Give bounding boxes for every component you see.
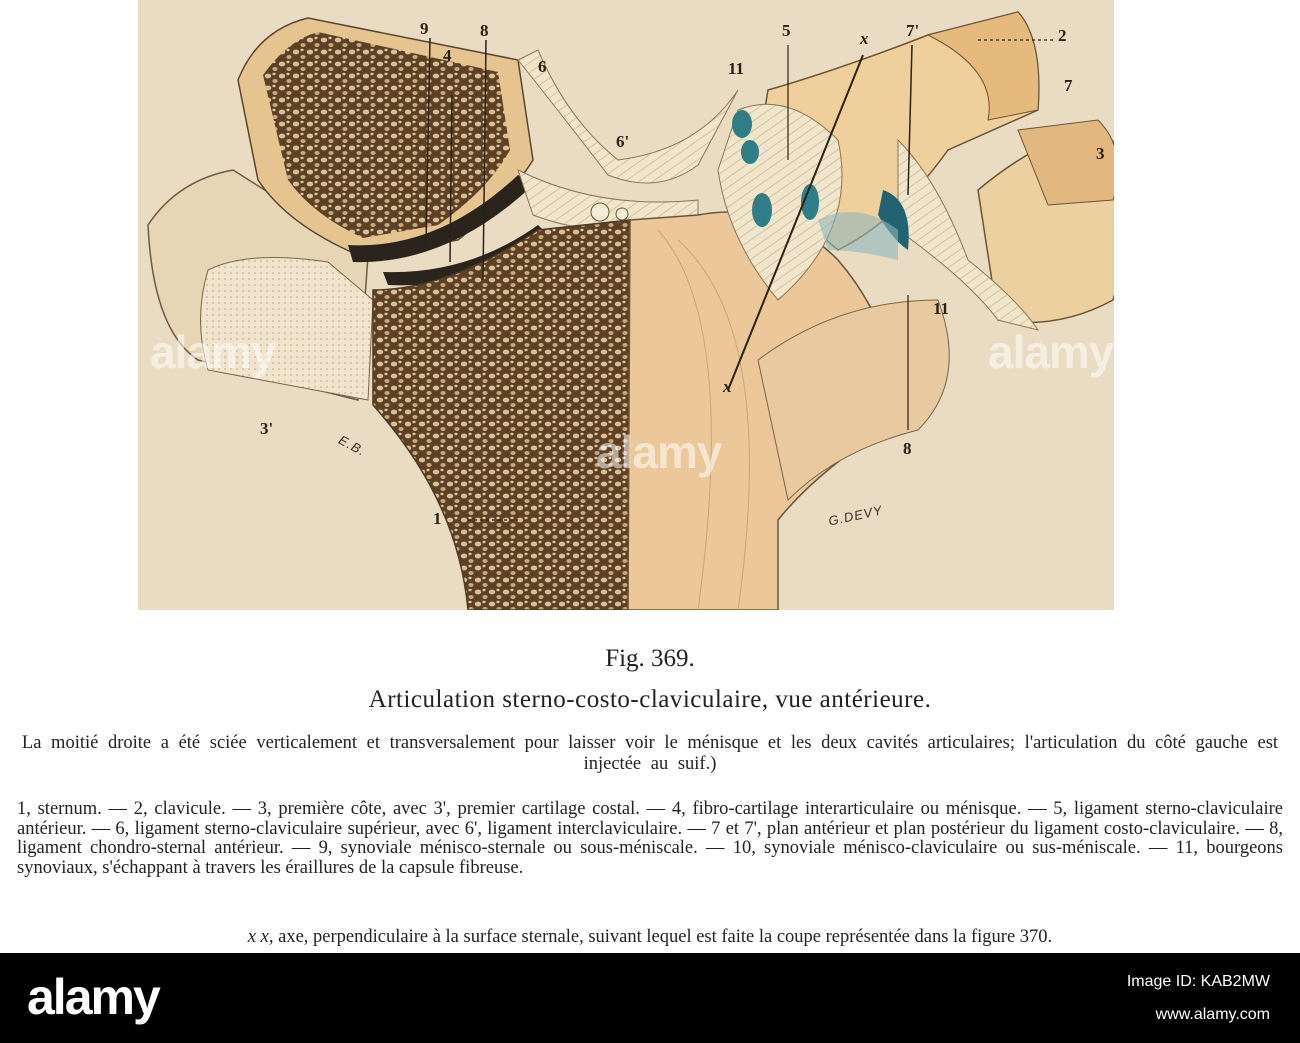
- axis-note: [0, 927, 1300, 948]
- figure-number: Fig. 369.: [605, 645, 695, 672]
- label-6: 6: [538, 57, 547, 76]
- label-9: 9: [420, 19, 429, 38]
- watermark: alamy: [150, 326, 276, 378]
- label-8: 8: [903, 439, 912, 458]
- watermark: alamy: [988, 326, 1114, 378]
- synovial-bud: [741, 140, 759, 164]
- synovial-bud: [752, 193, 772, 227]
- label-x-bottom: x: [723, 377, 732, 396]
- label-4: 4: [443, 46, 452, 65]
- stock-url: www.alamy.com: [1155, 1006, 1270, 1023]
- label-6-prime: 6': [616, 132, 630, 151]
- figure-note: La moitié droite a été sciée verticalement et transversalement pour laisser voir le ménisque et les deux cavités articulaires; l'articulation du côté gauche est injectée au suif.): [21, 733, 1279, 774]
- figure-legend: 1, sternum. — 2, clavicule. — 3, première côte, avec 3', premier cartilage costal. — 4, fibro-cartilage interarticulaire ou ménisque. — 5, ligament sterno-claviculaire antérieur. — 6, ligament sterno-claviculaire supérieur, avec 6', ligament interclaviculaire. — 7 et 7', plan antérieur et plan postérieur du ligament costo-claviculaire. — 8, ligament chondro-sternal antérieur. — 9, synoviale ménisco-sternale ou sous-méniscale. — 10, synoviale ménisco-claviculaire ou sus-méniscale. — 11, bourgeons synoviaux, s'échappant à travers les éraillures de la capsule fibreuse.: [17, 799, 1283, 878]
- label-7: 7: [1064, 76, 1073, 95]
- label-11-top: 11: [728, 59, 745, 78]
- stock-logo: alamy: [27, 969, 159, 1025]
- artist-signature: G.DEVY: [827, 502, 885, 529]
- label-3-prime: 3': [260, 419, 274, 438]
- synovial-bud: [732, 110, 752, 138]
- label-11: 11: [933, 299, 950, 318]
- stock-info: [1127, 965, 1270, 1031]
- axis-text: axe, perpendiculaire à la surface sternale, suivant lequel est faite la coupe représentée dans la figure 370.: [278, 927, 1053, 947]
- label-1: 1: [433, 509, 442, 528]
- joint-drawing: [138, 0, 1114, 610]
- anatomical-illustration: [138, 0, 1114, 610]
- label-5: 5: [782, 21, 791, 40]
- label-7-prime: 7': [906, 21, 920, 40]
- stock-footer: [0, 953, 1300, 1043]
- figure-title: Articulation sterno-costo-claviculaire, vue antérieure.: [368, 686, 932, 713]
- label-2: 2: [1058, 26, 1067, 45]
- engraver-signature: E.B.: [336, 432, 369, 459]
- superior-ligament: [518, 50, 738, 183]
- label-8-top: 8: [480, 21, 489, 40]
- label-3: 3: [1096, 144, 1105, 163]
- label-x-top: x: [860, 29, 869, 48]
- watermark: alamy: [596, 426, 722, 478]
- image-id: Image ID: KAB2MW: [1126, 973, 1270, 990]
- axis-label: x x,: [247, 927, 274, 947]
